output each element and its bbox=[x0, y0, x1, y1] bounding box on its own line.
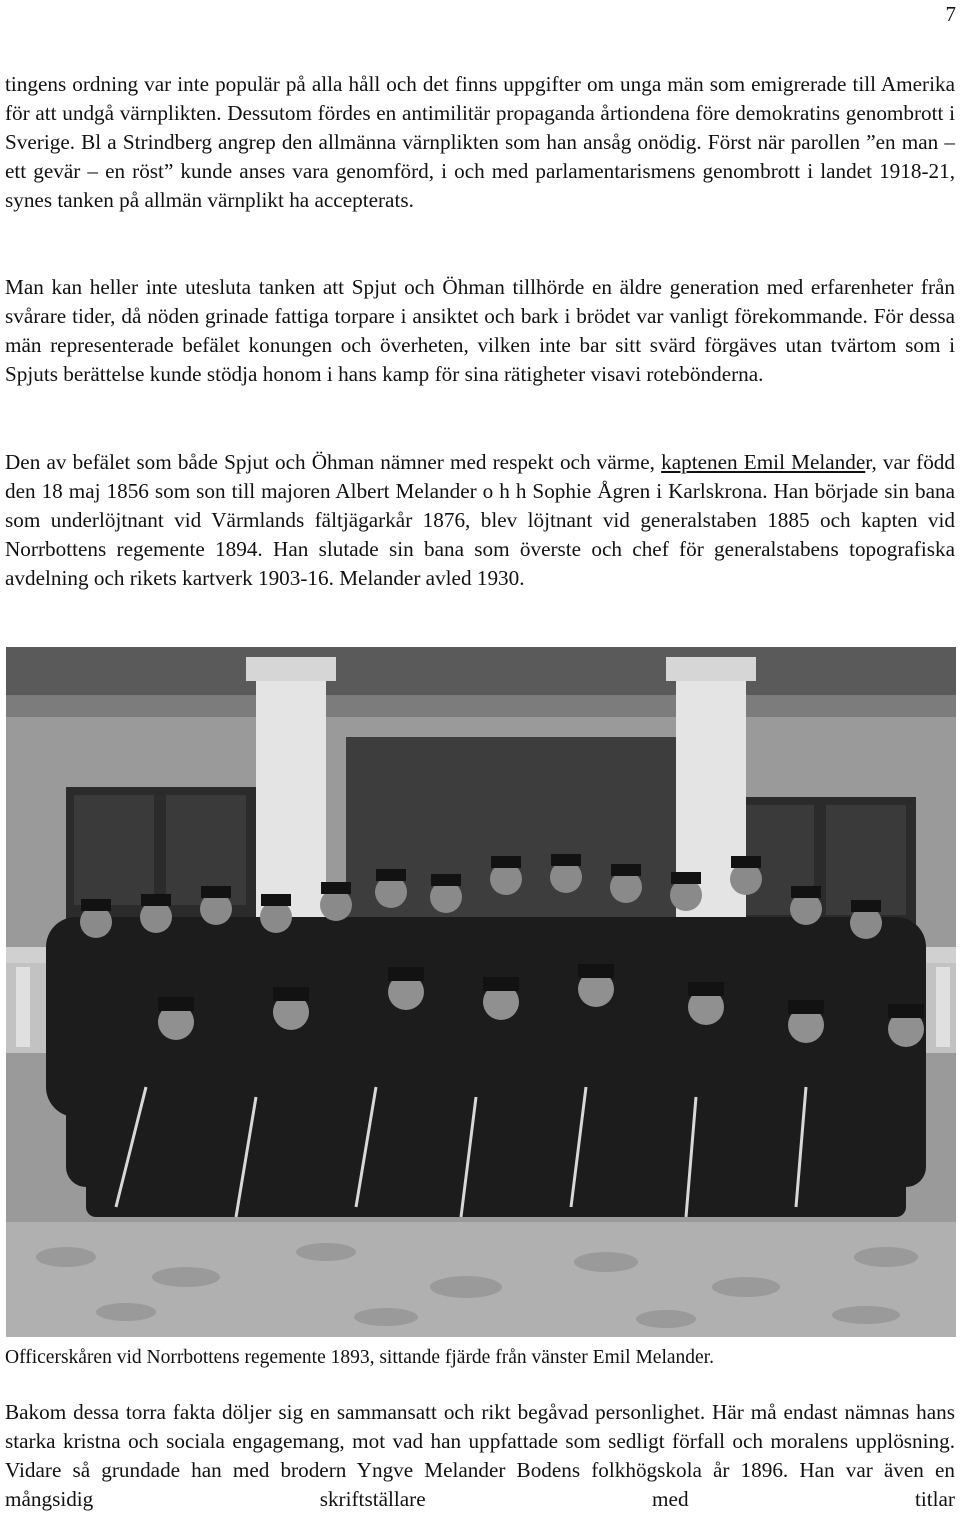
page-number: 7 bbox=[945, 2, 956, 26]
group-photo-illustration bbox=[6, 647, 956, 1337]
group-photo bbox=[6, 647, 956, 1337]
paragraph-older-generation: Man kan heller inte utesluta tanken att Spjut och Öhman tillhörde en äldre generation med erfarenheter från svårare tider, då nöden grinade fattiga torpare i ansiktet och bark i brödet var vanligt förekommande. För dessa män representerade befälet konungen och överheten, vilken inte bar sitt svärd förgäves utan tvärtom som i Spjuts berättelse kunde stödja honom i hans kamp för sina rätigheter visavi rotebönderna. bbox=[5, 275, 955, 386]
bio-text-start: Den av befälet som både Spjut och Öhman nämner med respekt och värme, bbox=[5, 450, 662, 474]
paragraph-melander-bio bbox=[5, 448, 955, 593]
melander-link[interactable]: kaptenen Emil Melande bbox=[661, 450, 866, 474]
paragraph-personality: Bakom dessa torra fakta döljer sig en sammansatt och rikt begåvad personlighet. Här må endast nämnas hans starka kristna och sociala engagemang, mot vad han uppfattade som sedligt förfall och moralens upplösning. Vidare så grundade han med brodern Yngve Melander Bodens folkhögskola år 1896. Han var även en mångsidig skriftställare med titlar bbox=[5, 1400, 955, 1511]
paragraph-conscription: tingens ordning var inte populär på alla håll och det finns uppgifter om unga män som emigrerade till Amerika för att undgå värnplikten. Dessutom fördes en antimilitär propaganda årtiondena före demokratins genombrott i Sverige. Bl a Strindberg angrep den allmänna värnplikten som han ansåg onödig. Först när parollen ”en man – ett gevär – en röst” kunde anses vara genomförd, i och med parlamentarismens genombrott i landet 1918-21, synes tanken på allmän värnplikt ha accepterats. bbox=[5, 72, 955, 212]
bio-text-rest: r, var född den 18 maj 1856 som son till majoren Albert Melander o h h Sophie Ågren i Karlskrona. Han började sin bana som underlöjtnant vid Värmlands fältjägarkår 1876, blev löjtnant vid generalstaben 1885 och kapten vid Norrbottens regemente 1894. Han slutade sin bana som överste och chef för generalstabens topografiska avdelning och rikets kartverk 1903-16. Melander avled 1930. bbox=[5, 450, 955, 590]
photo-caption: Officerskåren vid Norrbottens regemente 1893, sittande fjärde från vänster Emil Melander. bbox=[5, 1347, 714, 1368]
